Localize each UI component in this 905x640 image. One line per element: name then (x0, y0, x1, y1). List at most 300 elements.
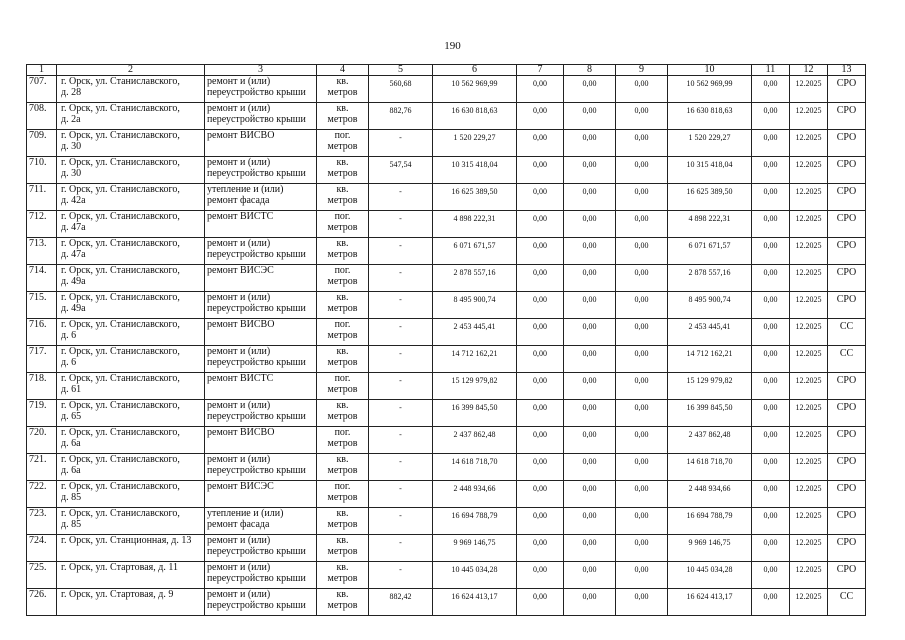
other-funds-cell (752, 157, 790, 184)
fund-cell-8 (564, 130, 616, 157)
fund-cell-9 (616, 319, 668, 346)
deadline-cell-text: 12.2025 (795, 403, 822, 412)
fund-cell-8 (564, 76, 616, 103)
owners-funds-cell (668, 454, 752, 481)
other-funds-cell (752, 427, 790, 454)
other-funds-cell-text: 0,00 (763, 349, 778, 358)
unit-cell (317, 589, 369, 616)
other-funds-cell (752, 103, 790, 130)
fund-cell-8-text: 0,00 (582, 133, 597, 142)
fund-method-cell (828, 427, 866, 454)
address-cell (57, 562, 205, 589)
total-cost-cell (433, 535, 517, 562)
deadline-cell-text: 12.2025 (795, 538, 822, 547)
unit-cell-text: кв. (336, 508, 349, 519)
fund-cell-7-text: 0,00 (533, 565, 547, 574)
fund-cell-7-text: 0,00 (533, 268, 547, 277)
work-type-cell-text: переустройство крыши (207, 87, 306, 98)
fund-cell-7-text: 0,00 (533, 538, 547, 547)
row-number-text: 712. (29, 211, 47, 222)
unit-cell (317, 265, 369, 292)
address-cell (57, 400, 205, 427)
unit-cell-text: пог. (334, 211, 351, 222)
table-body (27, 76, 866, 616)
work-type-cell-text: ремонт ВИСВО (207, 319, 275, 330)
volume-cell (369, 346, 433, 373)
fund-cell-7-text: 0,00 (533, 484, 547, 493)
work-type-cell (205, 508, 317, 535)
work-type-cell-text: ремонт и (или) (207, 238, 271, 249)
fund-cell-8 (564, 157, 616, 184)
address-cell-text: г. Орск, ул. Станционная, д. 13 (61, 535, 192, 546)
fund-cell-9-text: 0,00 (634, 160, 649, 169)
deadline-cell (790, 589, 828, 616)
fund-method-cell (828, 292, 866, 319)
volume-cell-text: - (399, 430, 402, 439)
row-number-text: 726. (29, 589, 47, 600)
table-row (27, 535, 866, 562)
other-funds-cell (752, 562, 790, 589)
deadline-cell (790, 346, 828, 373)
deadline-cell (790, 373, 828, 400)
total-cost-cell-text: 4 898 222,31 (453, 214, 496, 223)
address-cell-text: д. 30 (61, 141, 82, 152)
unit-cell-text: метров (327, 546, 358, 557)
unit-cell (317, 76, 369, 103)
fund-cell-7 (517, 319, 564, 346)
unit-cell-text: метров (327, 87, 358, 98)
table-row (27, 400, 866, 427)
total-cost-cell-text: 16 630 818,63 (451, 106, 498, 115)
total-cost-cell-text: 14 618 718,70 (451, 457, 498, 466)
total-cost-cell (433, 589, 517, 616)
unit-cell (317, 292, 369, 319)
fund-cell-9-text: 0,00 (634, 79, 649, 88)
deadline-cell (790, 103, 828, 130)
other-funds-cell-text: 0,00 (763, 214, 778, 223)
column-header-5: 5 (369, 65, 433, 76)
volume-cell (369, 292, 433, 319)
address-cell-text: д. 85 (61, 492, 82, 503)
address-cell-text: д. 42а (61, 195, 86, 206)
address-cell (57, 76, 205, 103)
row-number-text: 710. (29, 157, 47, 168)
address-cell-text: д. 49а (61, 276, 86, 287)
fund-cell-9 (616, 292, 668, 319)
work-type-cell-text: ремонт ВИСЭС (207, 265, 274, 276)
work-type-cell (205, 265, 317, 292)
unit-cell-text: метров (327, 357, 358, 368)
table-row (27, 346, 866, 373)
work-type-cell (205, 238, 317, 265)
row-number-text: 716. (29, 319, 47, 330)
other-funds-cell-text: 0,00 (763, 322, 778, 331)
address-cell-text: г. Орск, ул. Станиславского, (61, 238, 180, 249)
total-cost-cell (433, 427, 517, 454)
fund-method-cell (828, 346, 866, 373)
total-cost-cell-text: 14 712 162,21 (451, 349, 498, 358)
fund-method-cell-text: СРО (836, 78, 857, 89)
fund-cell-8 (564, 454, 616, 481)
column-header-2: 2 (57, 65, 205, 76)
fund-cell-7 (517, 535, 564, 562)
other-funds-cell (752, 589, 790, 616)
unit-cell-text: кв. (336, 562, 349, 573)
owners-funds-cell-text: 16 625 389,50 (686, 187, 733, 196)
row-number-text: 707. (29, 76, 47, 87)
address-cell (57, 265, 205, 292)
work-type-cell (205, 292, 317, 319)
owners-funds-cell-text: 16 630 818,63 (686, 106, 733, 115)
unit-cell-text: метров (327, 600, 358, 611)
fund-method-cell (828, 157, 866, 184)
work-type-cell-text: ремонт фасада (207, 195, 270, 206)
other-funds-cell-text: 0,00 (763, 565, 778, 574)
fund-method-cell (828, 319, 866, 346)
row-number-text: 718. (29, 373, 47, 384)
fund-cell-8-text: 0,00 (582, 349, 597, 358)
unit-cell-text: кв. (336, 346, 349, 357)
row-number-text: 708. (29, 103, 47, 114)
volume-cell (369, 427, 433, 454)
address-cell (57, 211, 205, 238)
row-number-text: 709. (29, 130, 47, 141)
fund-cell-8-text: 0,00 (582, 295, 597, 304)
volume-cell-text: - (399, 322, 402, 331)
total-cost-cell-text: 2 448 934,66 (453, 484, 496, 493)
fund-cell-7-text: 0,00 (533, 376, 547, 385)
fund-cell-8 (564, 211, 616, 238)
work-type-cell-text: ремонт ВИСЭС (207, 481, 274, 492)
unit-cell-text: метров (327, 492, 358, 503)
fund-method-cell-text: СРО (836, 456, 857, 467)
total-cost-cell (433, 454, 517, 481)
unit-cell-text: метров (327, 222, 358, 233)
volume-cell-text: - (399, 484, 402, 493)
column-header-1: 1 (27, 65, 57, 76)
unit-cell (317, 508, 369, 535)
address-cell-text: г. Орск, ул. Станиславского, (61, 346, 180, 357)
work-type-cell (205, 589, 317, 616)
work-type-cell (205, 400, 317, 427)
other-funds-cell (752, 373, 790, 400)
owners-funds-cell-text: 16 694 788,79 (686, 511, 733, 520)
unit-cell (317, 427, 369, 454)
fund-cell-8 (564, 400, 616, 427)
owners-funds-cell-text: 6 071 671,57 (688, 241, 731, 250)
volume-cell-text: - (399, 133, 402, 142)
work-type-cell-text: утепление и (или) (207, 508, 284, 519)
total-cost-cell (433, 157, 517, 184)
deadline-cell (790, 211, 828, 238)
volume-cell (369, 76, 433, 103)
address-cell-text: г. Орск, ул. Станиславского, (61, 265, 180, 276)
fund-cell-9 (616, 76, 668, 103)
other-funds-cell (752, 454, 790, 481)
deadline-cell-text: 12.2025 (795, 214, 822, 223)
total-cost-cell (433, 211, 517, 238)
fund-cell-7-text: 0,00 (533, 511, 547, 520)
unit-cell-text: метров (327, 465, 358, 476)
work-type-cell-text: переустройство крыши (207, 357, 306, 368)
unit-cell (317, 535, 369, 562)
total-cost-cell (433, 292, 517, 319)
other-funds-cell (752, 319, 790, 346)
owners-funds-cell (668, 157, 752, 184)
work-type-cell (205, 427, 317, 454)
address-cell (57, 184, 205, 211)
address-cell (57, 373, 205, 400)
fund-cell-7 (517, 76, 564, 103)
fund-cell-8-text: 0,00 (582, 592, 597, 601)
fund-cell-9 (616, 400, 668, 427)
address-cell-text: г. Орск, ул. Стартовая, д. 9 (61, 589, 174, 600)
total-cost-cell (433, 562, 517, 589)
fund-cell-8 (564, 346, 616, 373)
fund-cell-8-text: 0,00 (582, 187, 597, 196)
column-header-4: 4 (317, 65, 369, 76)
unit-cell-text: метров (327, 249, 358, 260)
fund-cell-9-text: 0,00 (634, 403, 649, 412)
deadline-cell-text: 12.2025 (795, 79, 822, 88)
work-type-cell (205, 454, 317, 481)
other-funds-cell-text: 0,00 (763, 511, 778, 520)
fund-cell-9 (616, 157, 668, 184)
fund-cell-9-text: 0,00 (634, 511, 649, 520)
fund-cell-7 (517, 238, 564, 265)
total-cost-cell-text: 10 315 418,04 (451, 160, 498, 169)
fund-cell-9-text: 0,00 (634, 268, 649, 277)
work-type-cell-text: ремонт и (или) (207, 76, 271, 87)
total-cost-cell-text: 2 437 862,48 (453, 430, 496, 439)
row-number-text: 717. (29, 346, 47, 357)
address-cell-text: д. 47а (61, 249, 86, 260)
row-number-text: 725. (29, 562, 47, 573)
owners-funds-cell-text: 4 898 222,31 (688, 214, 731, 223)
total-cost-cell-text: 16 624 413,17 (451, 592, 498, 601)
table-row (27, 319, 866, 346)
unit-cell-text: кв. (336, 292, 349, 303)
volume-cell (369, 562, 433, 589)
row-number (27, 373, 57, 400)
unit-cell-text: кв. (336, 400, 349, 411)
fund-cell-8-text: 0,00 (582, 241, 597, 250)
other-funds-cell-text: 0,00 (763, 592, 778, 601)
owners-funds-cell (668, 508, 752, 535)
unit-cell-text: метров (327, 573, 358, 584)
fund-cell-9-text: 0,00 (634, 322, 649, 331)
total-cost-cell (433, 265, 517, 292)
fund-cell-8 (564, 292, 616, 319)
total-cost-cell (433, 508, 517, 535)
owners-funds-cell-text: 9 969 146,75 (688, 538, 731, 547)
volume-cell (369, 184, 433, 211)
owners-funds-cell (668, 589, 752, 616)
fund-method-cell (828, 562, 866, 589)
deadline-cell-text: 12.2025 (795, 133, 822, 142)
owners-funds-cell-text: 14 712 162,21 (686, 349, 733, 358)
fund-cell-7-text: 0,00 (533, 403, 547, 412)
address-cell-text: д. 49а (61, 303, 86, 314)
work-type-cell-text: переустройство крыши (207, 168, 306, 179)
total-cost-cell-text: 1 520 229,27 (453, 133, 496, 142)
deadline-cell (790, 157, 828, 184)
fund-cell-7-text: 0,00 (533, 349, 547, 358)
address-cell-text: г. Орск, ул. Станиславского, (61, 157, 180, 168)
row-number (27, 562, 57, 589)
row-number (27, 454, 57, 481)
owners-funds-cell (668, 103, 752, 130)
row-number-text: 719. (29, 400, 47, 411)
row-number-text: 711. (29, 184, 47, 195)
address-cell-text: г. Орск, ул. Станиславского, (61, 103, 180, 114)
fund-cell-7-text: 0,00 (533, 187, 547, 196)
total-cost-cell-text: 16 625 389,50 (451, 187, 498, 196)
column-header-9: 9 (616, 65, 668, 76)
volume-cell (369, 130, 433, 157)
page-number: 190 (444, 40, 461, 52)
total-cost-cell (433, 400, 517, 427)
fund-cell-8 (564, 319, 616, 346)
fund-method-cell (828, 454, 866, 481)
deadline-cell-text: 12.2025 (795, 457, 822, 466)
fund-method-cell (828, 535, 866, 562)
address-cell-text: г. Орск, ул. Стартовая, д. 11 (61, 562, 178, 573)
address-cell (57, 454, 205, 481)
fund-cell-7-text: 0,00 (533, 160, 547, 169)
address-cell (57, 508, 205, 535)
address-cell (57, 589, 205, 616)
volume-cell-text: - (399, 538, 402, 547)
fund-cell-8 (564, 481, 616, 508)
fund-method-cell-text: СРО (836, 294, 857, 305)
volume-cell-text: - (399, 187, 402, 196)
volume-cell (369, 373, 433, 400)
fund-cell-9-text: 0,00 (634, 538, 649, 547)
fund-cell-8-text: 0,00 (582, 214, 597, 223)
work-type-cell-text: переустройство крыши (207, 465, 306, 476)
volume-cell-text: - (399, 403, 402, 412)
table-row (27, 427, 866, 454)
work-type-cell-text: ремонт и (или) (207, 400, 271, 411)
deadline-cell-text: 12.2025 (795, 349, 822, 358)
row-number-text: 713. (29, 238, 47, 249)
fund-method-cell-text: СС (839, 348, 854, 359)
deadline-cell (790, 184, 828, 211)
work-type-cell (205, 562, 317, 589)
fund-cell-8-text: 0,00 (582, 403, 597, 412)
fund-cell-7-text: 0,00 (533, 322, 547, 331)
deadline-cell-text: 12.2025 (795, 268, 822, 277)
owners-funds-cell (668, 211, 752, 238)
unit-cell (317, 184, 369, 211)
capital-repair-table (26, 64, 866, 616)
fund-cell-9 (616, 562, 668, 589)
fund-cell-9 (616, 265, 668, 292)
owners-funds-cell (668, 130, 752, 157)
owners-funds-cell (668, 319, 752, 346)
other-funds-cell-text: 0,00 (763, 295, 778, 304)
fund-cell-9 (616, 589, 668, 616)
fund-cell-7 (517, 400, 564, 427)
row-number (27, 103, 57, 130)
fund-cell-7 (517, 103, 564, 130)
unit-cell (317, 400, 369, 427)
unit-cell-text: кв. (336, 157, 349, 168)
fund-cell-7-text: 0,00 (533, 214, 547, 223)
owners-funds-cell-text: 16 399 845,50 (686, 403, 733, 412)
fund-cell-9 (616, 535, 668, 562)
table-row (27, 292, 866, 319)
fund-cell-9-text: 0,00 (634, 565, 649, 574)
unit-cell-text: метров (327, 141, 358, 152)
fund-cell-8-text: 0,00 (582, 268, 597, 277)
table-row (27, 454, 866, 481)
volume-cell (369, 103, 433, 130)
fund-method-cell-text: СРО (836, 402, 857, 413)
fund-cell-7 (517, 130, 564, 157)
fund-cell-8-text: 0,00 (582, 484, 597, 493)
fund-cell-8 (564, 508, 616, 535)
table-row (27, 238, 866, 265)
fund-cell-7-text: 0,00 (533, 241, 547, 250)
volume-cell (369, 157, 433, 184)
work-type-cell-text: ремонт ВИСВО (207, 130, 275, 141)
deadline-cell-text: 12.2025 (795, 187, 822, 196)
address-cell (57, 130, 205, 157)
fund-method-cell-text: СРО (836, 510, 857, 521)
fund-cell-8 (564, 562, 616, 589)
column-header-6: 6 (433, 65, 517, 76)
fund-cell-9 (616, 481, 668, 508)
row-number (27, 211, 57, 238)
row-number-text: 724. (29, 535, 47, 546)
work-type-cell-text: ремонт и (или) (207, 589, 271, 600)
work-type-cell (205, 130, 317, 157)
unit-cell-text: кв. (336, 238, 349, 249)
row-number (27, 427, 57, 454)
deadline-cell (790, 292, 828, 319)
address-cell-text: г. Орск, ул. Станиславского, (61, 76, 180, 87)
work-type-cell (205, 157, 317, 184)
work-type-cell (205, 535, 317, 562)
work-type-cell-text: ремонт ВИСТС (207, 211, 274, 222)
owners-funds-cell-text: 14 618 718,70 (686, 457, 733, 466)
other-funds-cell-text: 0,00 (763, 376, 778, 385)
address-cell-text: г. Орск, ул. Станиславского, (61, 454, 180, 465)
fund-method-cell-text: СС (839, 321, 854, 332)
owners-funds-cell (668, 562, 752, 589)
unit-cell-text: метров (327, 114, 358, 125)
unit-cell-text: метров (327, 276, 358, 287)
fund-cell-7 (517, 508, 564, 535)
total-cost-cell (433, 319, 517, 346)
row-number-text: 715. (29, 292, 47, 303)
fund-cell-9-text: 0,00 (634, 214, 649, 223)
work-type-cell (205, 76, 317, 103)
fund-cell-8-text: 0,00 (582, 376, 597, 385)
address-cell-text: д. 65 (61, 411, 82, 422)
fund-method-cell-text: СРО (836, 429, 857, 440)
deadline-cell (790, 535, 828, 562)
address-cell-text: д. 6 (61, 330, 77, 341)
unit-cell-text: метров (327, 384, 358, 395)
fund-cell-8-text: 0,00 (582, 322, 597, 331)
deadline-cell (790, 508, 828, 535)
other-funds-cell-text: 0,00 (763, 106, 778, 115)
fund-method-cell-text: СРО (836, 186, 857, 197)
work-type-cell-text: ремонт и (или) (207, 157, 271, 168)
